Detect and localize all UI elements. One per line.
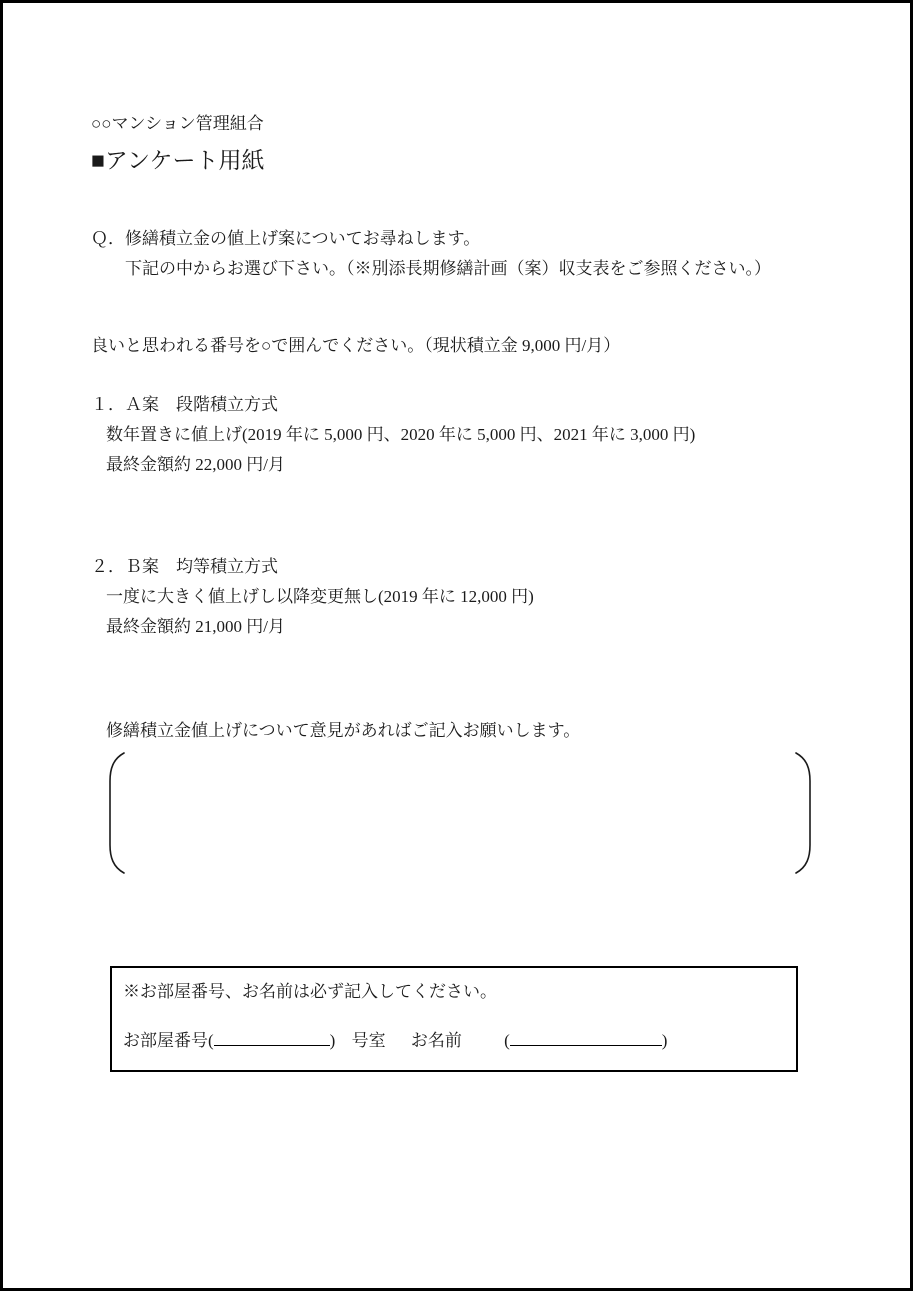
opinion-bracket-left-icon: [106, 751, 128, 875]
required-note: ※お部屋番号、お名前は必ず記入してください。: [123, 982, 497, 1001]
name-blank[interactable]: [510, 1026, 662, 1046]
option-1-detail-2: 最終金額約 22,000 円/月: [106, 455, 285, 474]
name-label: お名前: [410, 1031, 462, 1050]
room-unit-label: 号室: [351, 1031, 386, 1050]
room-close-paren: ): [329, 1031, 336, 1050]
opinion-prompt: 修繕積立金値上げについて意見があればご記入お願いします。: [106, 721, 581, 740]
opinion-writein-area[interactable]: [129, 755, 791, 871]
name-close-paren: ): [661, 1031, 668, 1050]
question-line1: Ｑ．修繕積立金の値上げ案についてお尋ねします。: [91, 229, 481, 248]
required-info-box: [110, 966, 798, 1072]
fill-in-line: [123, 1026, 667, 1051]
option-1-heading[interactable]: １．Ａ案 段階積立方式: [91, 395, 278, 414]
option-2-detail-1: 一度に大きく値上げし以降変更無し(2019 年に 12,000 円): [106, 587, 534, 606]
circle-instruction: 良いと思われる番号を○で囲んでください。（現状積立金 9,000 円/月）: [91, 336, 621, 355]
opinion-bracket-right-icon: [792, 751, 814, 875]
name-open-paren: (: [504, 1031, 510, 1050]
option-2-detail-2: 最終金額約 21,000 円/月: [106, 617, 285, 636]
room-number-blank[interactable]: [214, 1026, 330, 1046]
option-1-detail-1: 数年置きに値上げ(2019 年に 5,000 円、2020 年に 5,000 円、2021 年に 3,000 円): [106, 425, 696, 444]
room-number-label: お部屋番号(: [123, 1031, 214, 1050]
question-line2: 下記の中からお選び下さい。（※別添長期修繕計画（案）収支表をご参照ください。）: [125, 259, 771, 278]
page-title: ■アンケート用紙: [91, 148, 265, 173]
org-name: ○○マンション管理組合: [91, 114, 264, 133]
option-2-heading[interactable]: ２．Ｂ案 均等積立方式: [91, 557, 278, 576]
